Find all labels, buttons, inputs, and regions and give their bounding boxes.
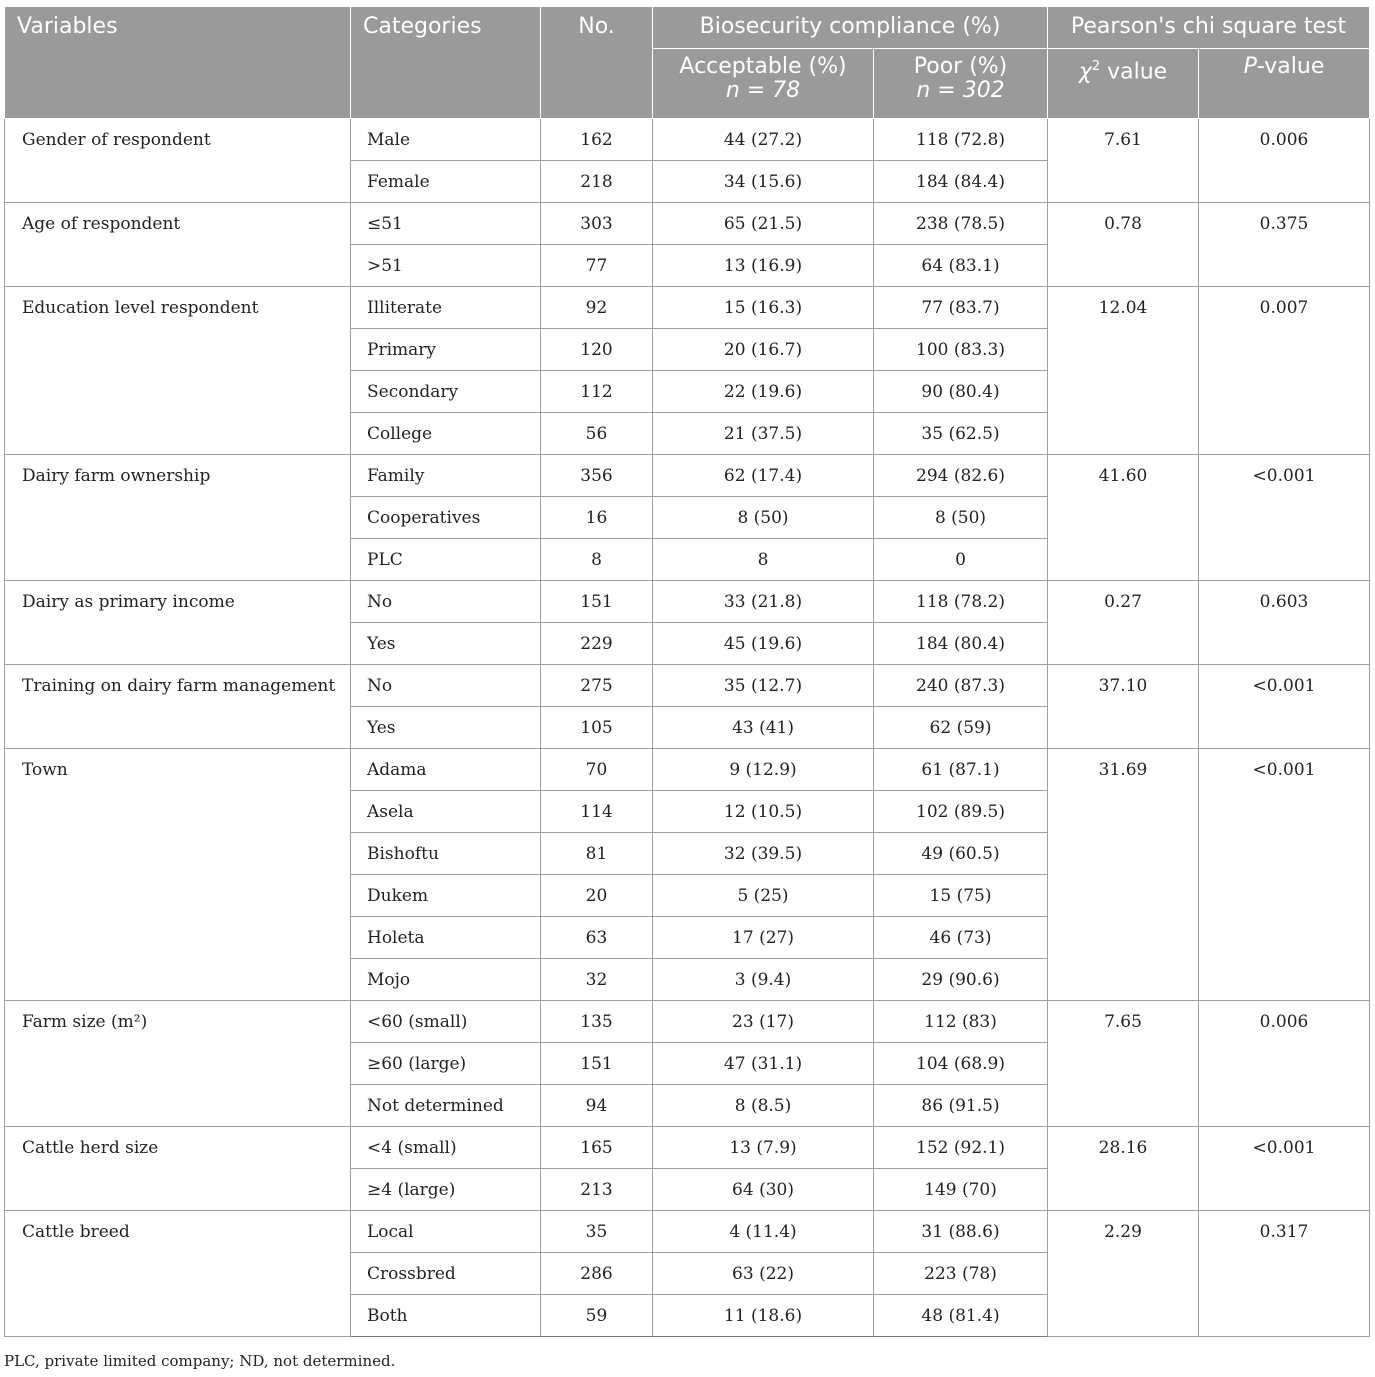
count-cell: 356 (541, 455, 653, 497)
count-cell: 92 (541, 287, 653, 329)
poor-cell: 184 (84.4) (874, 161, 1048, 203)
category-cell: Not determined (351, 1085, 541, 1127)
p-value-cell: <0.001 (1199, 455, 1370, 581)
table-header (5, 7, 1370, 119)
p-value-cell: 0.007 (1199, 287, 1370, 455)
count-cell: 20 (541, 875, 653, 917)
poor-cell: 86 (91.5) (874, 1085, 1048, 1127)
p-value-cell: 0.603 (1199, 581, 1370, 665)
poor-cell: 102 (89.5) (874, 791, 1048, 833)
category-cell: No (351, 581, 541, 623)
count-cell: 35 (541, 1211, 653, 1253)
acceptable-cell: 32 (39.5) (653, 833, 874, 875)
chi-square-cell: 28.16 (1048, 1127, 1199, 1211)
count-cell: 105 (541, 707, 653, 749)
count-cell: 151 (541, 1043, 653, 1085)
category-cell: ≤51 (351, 203, 541, 245)
header-acceptable (653, 49, 874, 119)
chi-value-word: value (1100, 59, 1168, 85)
count-cell: 218 (541, 161, 653, 203)
poor-cell: 29 (90.6) (874, 959, 1048, 1001)
acceptable-cell: 3 (9.4) (653, 959, 874, 1001)
acceptable-cell: 63 (22) (653, 1253, 874, 1295)
poor-cell: 240 (87.3) (874, 665, 1048, 707)
chi-square-cell: 7.65 (1048, 1001, 1199, 1127)
count-cell: 286 (541, 1253, 653, 1295)
count-cell: 94 (541, 1085, 653, 1127)
chi-square-cell: 31.69 (1048, 749, 1199, 1001)
p-value-cell: 0.006 (1199, 1001, 1370, 1127)
table-body (5, 119, 1370, 1337)
variable-cell: Cattle herd size (5, 1127, 351, 1211)
poor-cell: 48 (81.4) (874, 1295, 1048, 1337)
chi-square-cell: 7.61 (1048, 119, 1199, 203)
poor-cell: 223 (78) (874, 1253, 1048, 1295)
acceptable-cell: 22 (19.6) (653, 371, 874, 413)
acceptable-cell: 4 (11.4) (653, 1211, 874, 1253)
acceptable-cell: 17 (27) (653, 917, 874, 959)
acceptable-cell: 20 (16.7) (653, 329, 874, 371)
p-value-cell: <0.001 (1199, 665, 1370, 749)
header-poor-label: Poor (%) (913, 54, 1008, 79)
table-row (5, 749, 1370, 791)
poor-cell: 15 (75) (874, 875, 1048, 917)
table-row (5, 665, 1370, 707)
p-value-cell: <0.001 (1199, 1127, 1370, 1211)
count-cell: 162 (541, 119, 653, 161)
count-cell: 303 (541, 203, 653, 245)
acceptable-cell: 11 (18.6) (653, 1295, 874, 1337)
biosecurity-table (4, 6, 1370, 1337)
acceptable-cell: 65 (21.5) (653, 203, 874, 245)
count-cell: 114 (541, 791, 653, 833)
category-cell: Yes (351, 707, 541, 749)
header-pearson-chi-square: Pearson's chi square test (1048, 7, 1370, 49)
acceptable-cell: 23 (17) (653, 1001, 874, 1043)
variable-cell: Dairy farm ownership (5, 455, 351, 581)
acceptable-cell: 8 (8.5) (653, 1085, 874, 1127)
p-rest: -value (1256, 54, 1325, 79)
count-cell: 151 (541, 581, 653, 623)
poor-cell: 149 (70) (874, 1169, 1048, 1211)
category-cell: Yes (351, 623, 541, 665)
category-cell: Local (351, 1211, 541, 1253)
header-acceptable-label: Acceptable (%) (679, 54, 847, 79)
count-cell: 8 (541, 539, 653, 581)
count-cell: 59 (541, 1295, 653, 1337)
count-cell: 63 (541, 917, 653, 959)
poor-cell: 35 (62.5) (874, 413, 1048, 455)
poor-cell: 64 (83.1) (874, 245, 1048, 287)
count-cell: 16 (541, 497, 653, 539)
category-cell: Dukem (351, 875, 541, 917)
poor-cell: 112 (83) (874, 1001, 1048, 1043)
acceptable-cell: 62 (17.4) (653, 455, 874, 497)
header-poor-n: n = 302 (916, 78, 1005, 103)
count-cell: 70 (541, 749, 653, 791)
chi-square-cell: 0.78 (1048, 203, 1199, 287)
p-value-cell: 0.375 (1199, 203, 1370, 287)
poor-cell: 100 (83.3) (874, 329, 1048, 371)
category-cell: No (351, 665, 541, 707)
variable-cell: Farm size (m²) (5, 1001, 351, 1127)
variable-cell: Education level respondent (5, 287, 351, 455)
header-categories: Categories (351, 7, 541, 119)
category-cell: Primary (351, 329, 541, 371)
header-no: No. (541, 7, 653, 119)
category-cell: Both (351, 1295, 541, 1337)
acceptable-cell: 13 (16.9) (653, 245, 874, 287)
table-row (5, 455, 1370, 497)
header-biosecurity-compliance: Biosecurity compliance (%) (653, 7, 1048, 49)
count-cell: 112 (541, 371, 653, 413)
category-cell: ≥60 (large) (351, 1043, 541, 1085)
acceptable-cell: 35 (12.7) (653, 665, 874, 707)
p-value-cell: <0.001 (1199, 749, 1370, 1001)
poor-cell: 0 (874, 539, 1048, 581)
acceptable-cell: 15 (16.3) (653, 287, 874, 329)
category-cell: Female (351, 161, 541, 203)
count-cell: 229 (541, 623, 653, 665)
table-row (5, 1127, 1370, 1169)
acceptable-cell: 12 (10.5) (653, 791, 874, 833)
table-row (5, 203, 1370, 245)
acceptable-cell: 47 (31.1) (653, 1043, 874, 1085)
variable-cell: Cattle breed (5, 1211, 351, 1337)
table-row (5, 287, 1370, 329)
poor-cell: 49 (60.5) (874, 833, 1048, 875)
category-cell: ≥4 (large) (351, 1169, 541, 1211)
poor-cell: 184 (80.4) (874, 623, 1048, 665)
acceptable-cell: 45 (19.6) (653, 623, 874, 665)
category-cell: Male (351, 119, 541, 161)
category-cell: <60 (small) (351, 1001, 541, 1043)
p-value-cell: 0.006 (1199, 119, 1370, 203)
acceptable-cell: 5 (25) (653, 875, 874, 917)
poor-cell: 62 (59) (874, 707, 1048, 749)
count-cell: 81 (541, 833, 653, 875)
p-letter: P (1243, 54, 1257, 79)
variable-cell: Training on dairy farm management (5, 665, 351, 749)
category-cell: Bishoftu (351, 833, 541, 875)
chi-square-cell: 2.29 (1048, 1211, 1199, 1337)
acceptable-cell: 44 (27.2) (653, 119, 874, 161)
table-footnote: PLC, private limited company; ND, not determined. (4, 1352, 396, 1370)
acceptable-cell: 13 (7.9) (653, 1127, 874, 1169)
category-cell: Asela (351, 791, 541, 833)
chi-square-cell: 0.27 (1048, 581, 1199, 665)
acceptable-cell: 8 (653, 539, 874, 581)
variable-cell: Dairy as primary income (5, 581, 351, 665)
poor-cell: 31 (88.6) (874, 1211, 1048, 1253)
count-cell: 135 (541, 1001, 653, 1043)
header-variables: Variables (5, 7, 351, 119)
poor-cell: 118 (78.2) (874, 581, 1048, 623)
acceptable-cell: 34 (15.6) (653, 161, 874, 203)
chi-symbol: χ (1078, 59, 1092, 85)
poor-cell: 118 (72.8) (874, 119, 1048, 161)
table-row (5, 1211, 1370, 1253)
header-chi-value (1048, 49, 1199, 119)
chi-square-cell: 41.60 (1048, 455, 1199, 581)
category-cell: Cooperatives (351, 497, 541, 539)
category-cell: Crossbred (351, 1253, 541, 1295)
acceptable-cell: 21 (37.5) (653, 413, 874, 455)
category-cell: Adama (351, 749, 541, 791)
poor-cell: 104 (68.9) (874, 1043, 1048, 1085)
category-cell: Secondary (351, 371, 541, 413)
variable-cell: Town (5, 749, 351, 1001)
category-cell: College (351, 413, 541, 455)
poor-cell: 238 (78.5) (874, 203, 1048, 245)
category-cell: <4 (small) (351, 1127, 541, 1169)
category-cell: Holeta (351, 917, 541, 959)
category-cell: Family (351, 455, 541, 497)
table-row (5, 581, 1370, 623)
chi-square-cell: 12.04 (1048, 287, 1199, 455)
acceptable-cell: 8 (50) (653, 497, 874, 539)
poor-cell: 90 (80.4) (874, 371, 1048, 413)
variable-cell: Age of respondent (5, 203, 351, 287)
poor-cell: 46 (73) (874, 917, 1048, 959)
acceptable-cell: 64 (30) (653, 1169, 874, 1211)
count-cell: 32 (541, 959, 653, 1001)
count-cell: 77 (541, 245, 653, 287)
category-cell: PLC (351, 539, 541, 581)
poor-cell: 294 (82.6) (874, 455, 1048, 497)
poor-cell: 8 (50) (874, 497, 1048, 539)
count-cell: 56 (541, 413, 653, 455)
table-row (5, 1001, 1370, 1043)
category-cell: Illiterate (351, 287, 541, 329)
variable-cell: Gender of respondent (5, 119, 351, 203)
count-cell: 213 (541, 1169, 653, 1211)
acceptable-cell: 9 (12.9) (653, 749, 874, 791)
acceptable-cell: 33 (21.8) (653, 581, 874, 623)
count-cell: 275 (541, 665, 653, 707)
header-poor (874, 49, 1048, 119)
table-row (5, 119, 1370, 161)
count-cell: 165 (541, 1127, 653, 1169)
count-cell: 120 (541, 329, 653, 371)
acceptable-cell: 43 (41) (653, 707, 874, 749)
poor-cell: 152 (92.1) (874, 1127, 1048, 1169)
p-value-cell: 0.317 (1199, 1211, 1370, 1337)
chi-square-cell: 37.10 (1048, 665, 1199, 749)
poor-cell: 61 (87.1) (874, 749, 1048, 791)
poor-cell: 77 (83.7) (874, 287, 1048, 329)
category-cell: Mojo (351, 959, 541, 1001)
category-cell: >51 (351, 245, 541, 287)
header-p-value (1199, 49, 1370, 119)
chi-superscript: 2 (1091, 59, 1101, 74)
header-acceptable-n: n = 78 (725, 78, 801, 103)
